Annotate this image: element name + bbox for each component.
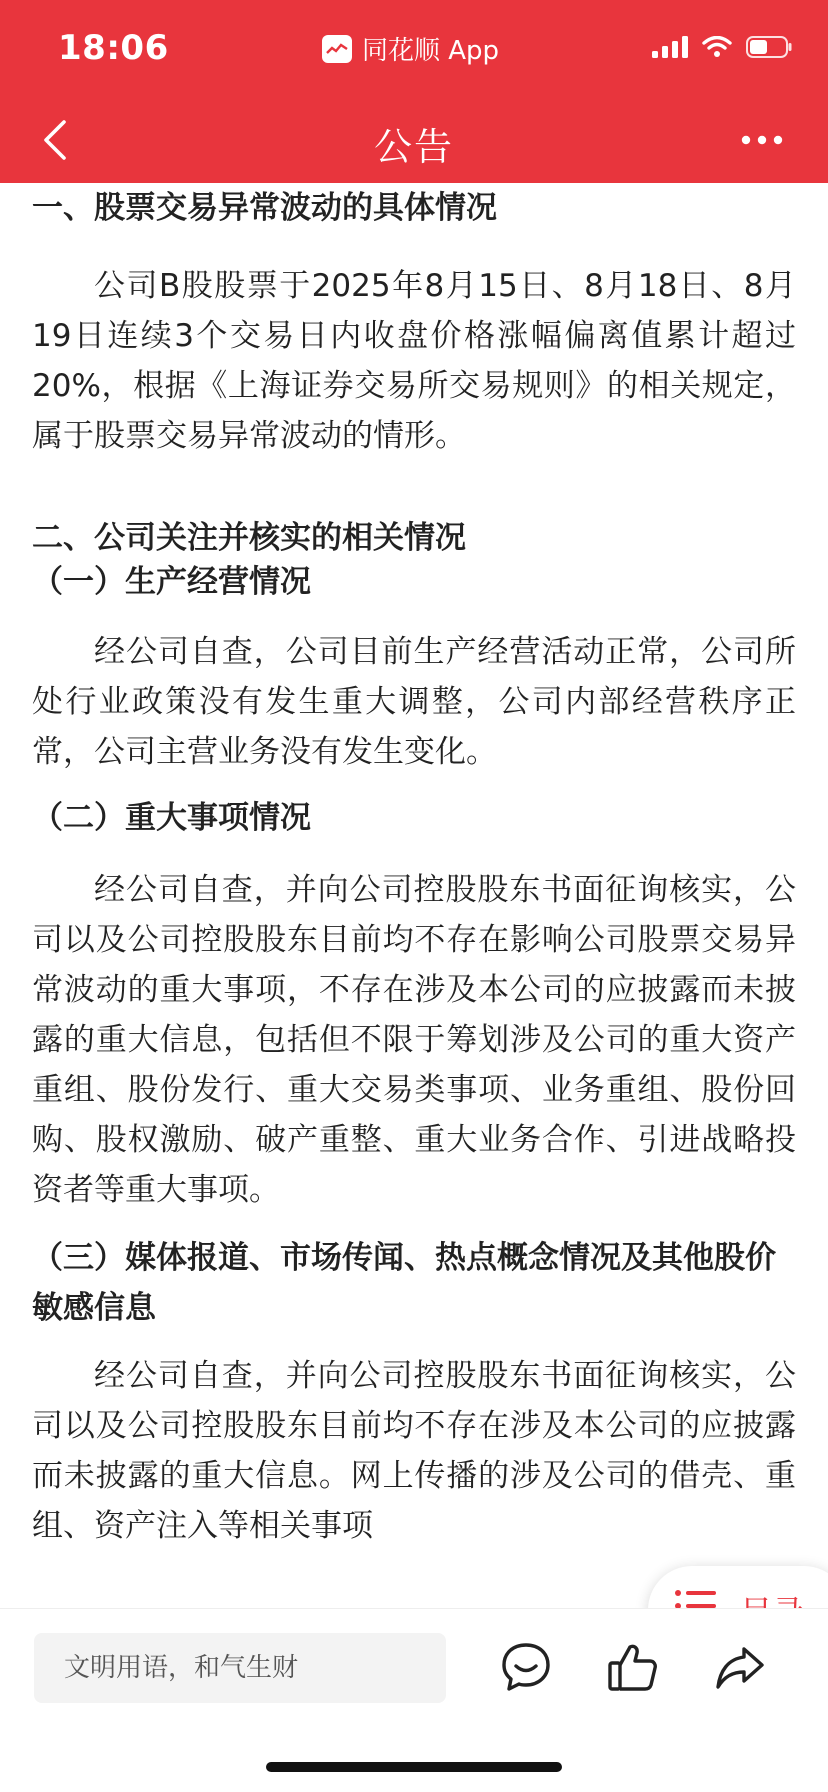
subsection-1-title: （一）生产经营情况 — [32, 564, 311, 600]
app-header — [0, 0, 828, 183]
status-icons — [652, 36, 792, 58]
comment-input[interactable] — [34, 1633, 446, 1703]
app-logo-icon — [322, 35, 352, 63]
status-app-name: 同花顺 App — [362, 36, 500, 66]
section-2-title: 二、公司关注并核实的相关情况 — [32, 520, 466, 556]
subsection-3-title: （三）媒体报道、市场传闻、热点概念情况及其他股价敏感信息 — [32, 1240, 776, 1326]
subsection-2-title: （二）重大事项情况 — [32, 800, 311, 836]
section-1-paragraph: 公司B股股票于2025年8月15日、8月18日、8月19日连续3个交易日内收盘价格涨幅偏离值累计超过20%，根据《上海证券交易所交易规则》的相关规定，属于股票交易异常波动的情形。 — [32, 268, 796, 454]
wifi-icon — [702, 36, 732, 58]
share-icon[interactable] — [712, 1639, 768, 1695]
like-icon[interactable] — [604, 1639, 660, 1695]
comment-icon[interactable] — [498, 1639, 554, 1695]
announcement-content — [32, 183, 796, 1608]
subsection-3-paragraph: 经公司自查，并向公司控股股东书面征询核实，公司以及公司控股股东目前均不存在涉及本公司的应披露而未披露的重大信息。网上传播的涉及公司的借壳、重组、资产注入等相关事项 — [32, 1358, 796, 1544]
section-1-title: 一、股票交易异常波动的具体情况 — [32, 190, 497, 226]
signal-icon — [652, 36, 688, 58]
subsection-2-paragraph: 经公司自查，并向公司控股股东书面征询核实，公司以及公司控股股东目前均不存在影响公司股票交易异常波动的重大事项，不存在涉及本公司的应披露而未披露的重大信息，包括但不限于筹划涉及公司的重大资产重组、股份发行、重大交易类事项、业务重组、股份回购、股权激励、破产重整、重大业务合作、引进战略投资者等重大事项。 — [32, 872, 796, 1208]
more-icon[interactable] — [740, 132, 784, 146]
status-app-indicator[interactable] — [322, 30, 499, 67]
subsection-1-paragraph: 经公司自查，公司目前生产经营活动正常，公司所处行业政策没有发生重大调整，公司内部经营秩序正常，公司主营业务没有发生变化。 — [32, 634, 796, 770]
battery-icon — [746, 36, 792, 58]
status-time: 18:06 — [58, 28, 169, 68]
home-indicator[interactable] — [266, 1762, 562, 1772]
page-title: 公告 — [373, 125, 454, 169]
